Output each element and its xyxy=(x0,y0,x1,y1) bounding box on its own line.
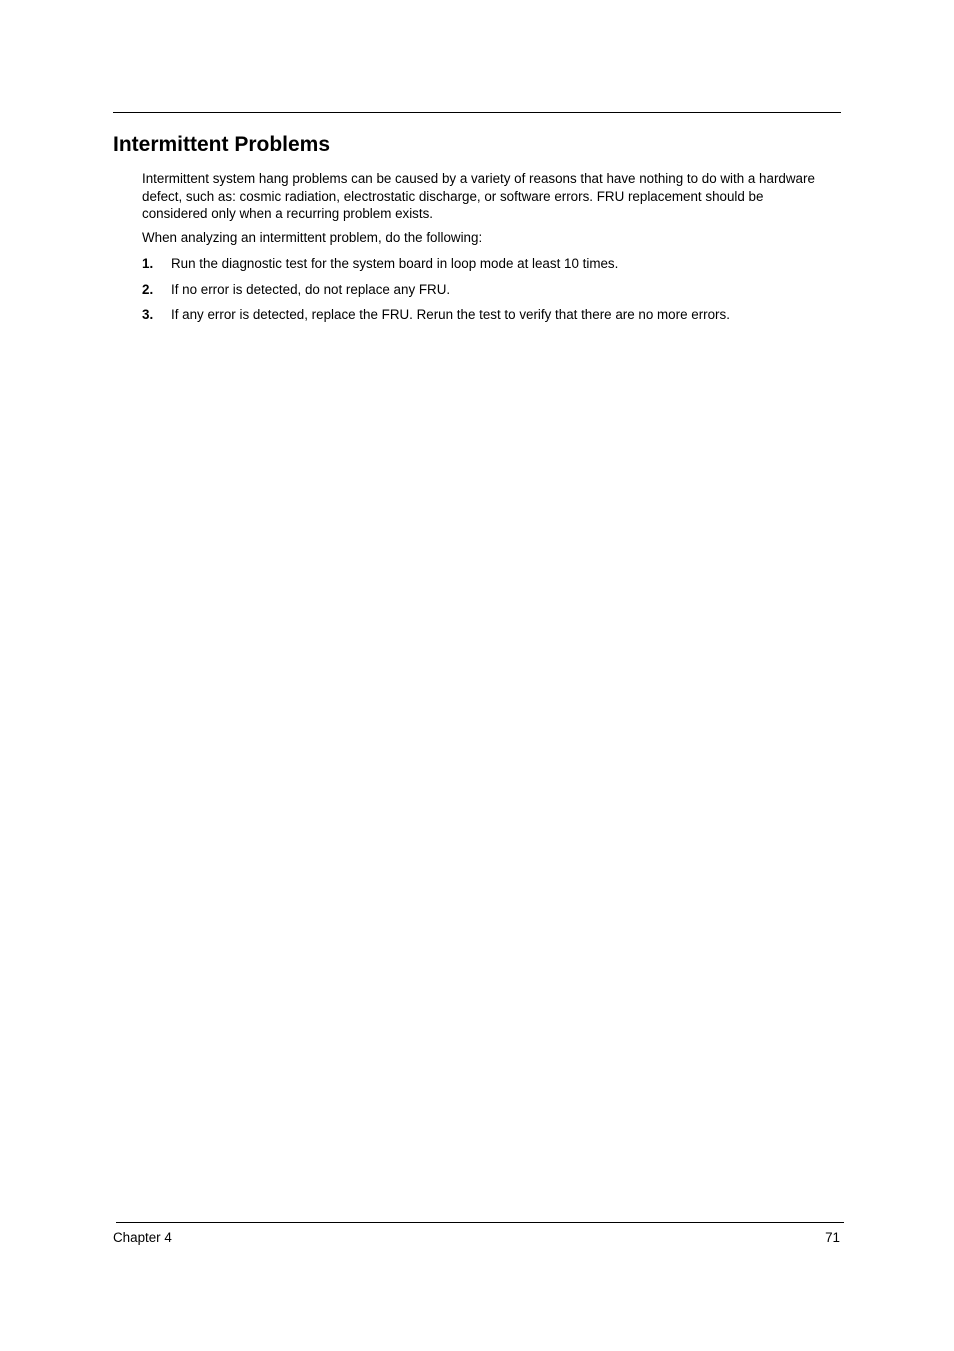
list-item xyxy=(142,306,842,324)
list-item xyxy=(142,255,842,273)
footer-rule xyxy=(116,1222,844,1223)
footer-chapter: Chapter 4 xyxy=(113,1230,172,1245)
header-rule xyxy=(113,112,841,113)
intro-paragraph: Intermittent system hang problems can be caused by a variety of reasons that have nothing to do with a hardware defect, such as: cosmic radiation, electrostatic discharge, or software errors. FRU replacement should be considered only when a recurring problem exists. xyxy=(142,171,815,221)
step-text: Run the diagnostic test for the system board in loop mode at least 10 times. xyxy=(171,256,619,271)
step-list xyxy=(142,255,842,332)
list-item xyxy=(142,281,842,299)
lead-paragraph: When analyzing an intermittent problem, do the following: xyxy=(142,230,483,245)
step-number: 2. xyxy=(142,281,154,297)
step-text: If any error is detected, replace the FRU. Rerun the test to verify that there are no more errors. xyxy=(171,307,730,322)
step-number: 3. xyxy=(142,307,154,322)
footer-page-number: 71 xyxy=(825,1230,840,1245)
page-title: Intermittent Problems xyxy=(113,133,331,156)
step-text: If no error is detected, do not replace any FRU. xyxy=(171,281,451,297)
step-number: 1. xyxy=(142,256,154,271)
